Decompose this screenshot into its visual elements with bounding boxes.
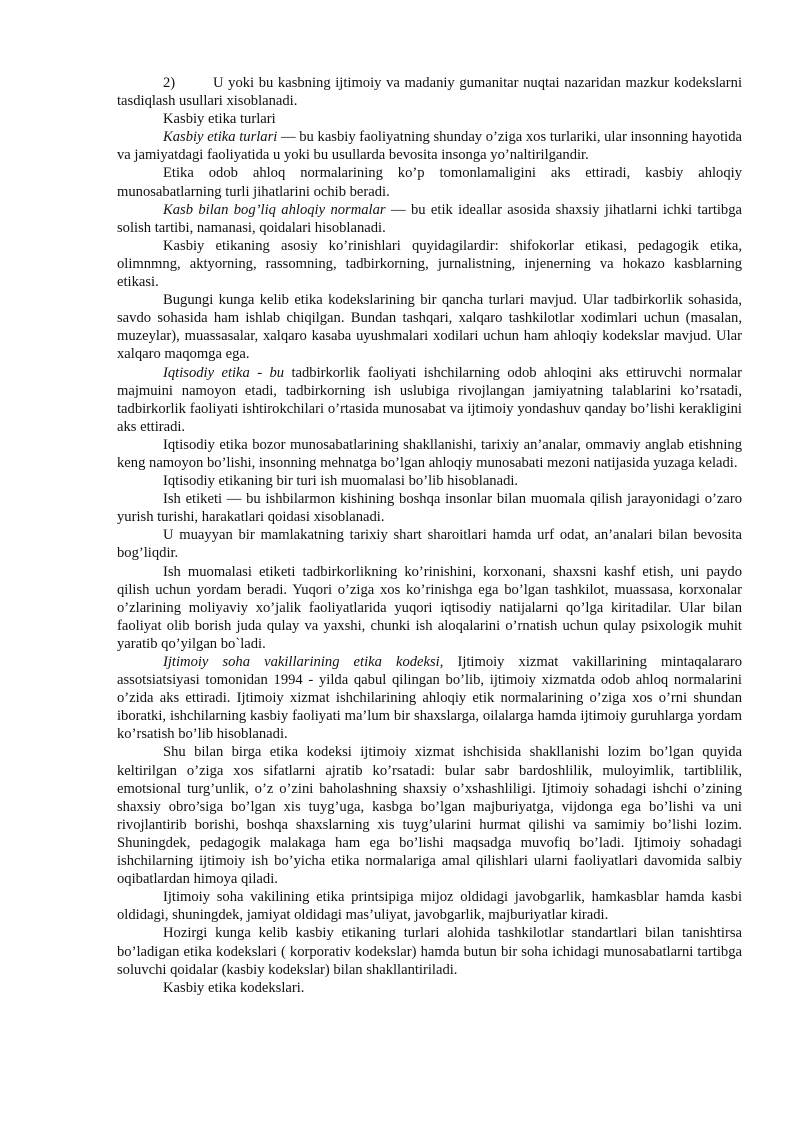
paragraph-text: Kasbiy etika kodekslari. [163,979,305,996]
paragraph-text: Iqtisodiy etika bozor munosabatlarining shakllanishi, tarixiy an’analar, ommaviy anglab etishning keng namoyon bo’lishi, insonning mehnatga bo’lgan ahloqiy munosabati mezoni natijasida yuzaga keladi. [117,436,742,471]
paragraph-text: U yoki bu kasbning ijtimoiy va madaniy gumanitar nuqtai nazaridan mazkur kodekslarni tasdiqlash usullari xisoblanadi. [117,75,742,110]
paragraph-12 [117,526,742,562]
heading-text: Kasbiy etika turlari [163,111,276,128]
paragraph-3 [117,128,742,164]
paragraph-9 [117,436,742,472]
paragraph-13 [117,563,742,653]
italic-lead: Kasb bilan bog’liq ahloqiy normalar [163,201,386,218]
paragraph-text: Shu bilan birga etika kodeksi ijtimoiy xizmat ishchisida shakllanishi lozim bo’lgan quyida keltirilgan o’ziga xos sifatlarni ajratib ko’rsatadi: bular sabr bardoshlilik, muloyimlik, tartiblilik, emotsional turg’unlik, o’z o’zini baholashning shaxsiy o’xshashliligi. Ijtimoiy sohadagi ishchi o’zining shaxsiy obro’siga bo’lgan xis tuyg’uga, kasbga bo’lgan majburiyatga, vijdonga ega bo’lishi va uni rivojlantirib borishi, boshqa shaxslarning xis tuyg’ularini hurmat qilishi va samimiy bo’lishi lozim. Shuningdek, pedagogik malakaga ham ega bo’lishi maqsadga muvofiq bo’ladi. Ijtimoiy sohadagi ishchilarning ijtimoiy ish bo’yicha etika normalariga amal qilishlari ularni faoliyatlari davomida salbiy oqibatlardan himoya qiladi. [117,744,742,888]
paragraph-15 [117,743,742,888]
paragraph-text: Ish muomalasi etiketi tadbirkorlikning ko’rinishini, korxonani, shaxsni kashf etish, uni paydo qilish uchun yordam beradi. Yuqori o’ziga xos ko’rinishga ega bo’lgan tashkilot, muassasa, korxonalar o’zlarining moliyaviy xo’jalik faoliyatlarida yuqori iqtisodiy natijalarni qo’lga kiritadilar. Ular bilan faoliyat olib borish juda qulay va yaxshi, chunki ish aloqalarini o’rnatish uchun qulay psixologik muhit yaratib qo’yilgan bo`ladi. [117,563,742,652]
paragraph-text: Etika odob ahloq normalarining ko’p tomonlamaligini aks ettiradi, kasbiy ahloqiy munosabatlarning turli jihatlarini ochib beradi. [117,165,742,200]
italic-lead: Kasbiy etika turlari [163,129,278,146]
paragraph-5 [117,201,742,237]
paragraph-text: Hozirgi kunga kelib kasbiy etikaning turlari alohida tashkilotlar standartlari bilan tanishtirsa bo’ladigan etika kodekslari ( korporativ kodekslar) hamda butun bir soha ichidagi munosabatlarni tartibga soluvchi qoidalar (kasbiy kodekslar) bilan shakllantiriladi. [117,925,742,978]
paragraph-8 [117,364,742,436]
paragraph-text: Bugungi kunga kelib etika kodekslarining bir qancha turlari mavjud. Ular tadbirkorlik sohasida, savdo sohasida ham ishlab chiqilgan. Bundan tashqari, xalqaro tashkilotlar xodimlari uchun (masalan, muzeylar), muassasalar, xalqaro kasaba uyushmalari xodilari uchun ham ahloqiy kodekslar mavjud. Ular xalqaro maqomga ega. [117,292,742,363]
paragraph-14 [117,653,742,743]
section-heading [117,110,742,128]
paragraph-18 [117,979,742,997]
paragraph-text: Kasbiy etikaning asosiy ko’rinishlari quyidagilardir: shifokorlar etikasi, pedagogik etika, olimnmng, aktyorning, rassomning, tadbirkorning, jurnalistning, injenerning va hokazo kasblarning etikasi. [117,237,742,291]
paragraph-text: Iqtisodiy etikaning bir turi ish muomalasi bo’lib hisoblanadi. [163,473,519,490]
paragraph-17 [117,924,742,978]
paragraph-7 [117,291,742,363]
paragraph-text: Ish etiketi — bu ishbilarmon kishining boshqa insonlar bilan muomala qilish jarayonidagi o’zaro yurish turishi, harakatlari qoidasi xisoblanadi. [117,491,742,526]
paragraph-11 [117,490,742,526]
paragraph-16 [117,888,742,924]
italic-lead: Iqtisodiy etika - bu [163,364,285,381]
paragraph-text: — bu kasbiy faoliyatning shunday o’ziga xos turlariki, ular insonning hayotida va jamiyatdagi faoliyatida u yoki bu usullarda bevosita insonga yo’naltirilgandir. [117,129,742,164]
paragraph-10 [117,472,742,490]
paragraph-4 [117,164,742,200]
list-number: 2) [163,75,176,91]
paragraph-text: — bu etik ideallar asosida shaxsiy jihatlarni ichki tartibga solish tartibi, namanasi, qoidalari hisoblanadi. [117,201,742,236]
paragraph-6 [117,237,742,291]
paragraph-text: tadbirkorlik faoliyati ishchilarning odob ahloqini aks ettiruvchi normalar majmuini namoyon etadi, tadbirkorning ish uslubiga rivojlangan jamiyatning talablarini ko’rsatadi, tadbirkorlik faoliyati ishtirokchilari o’rtasida munosabat va ijtimoiy yondashuv qanday bo’lishi kerakligini aks ettiradi. [117,364,742,435]
paragraph-1 [117,74,742,110]
italic-lead: Ijtimoiy soha vakillarining etika kodeksi, [163,654,444,670]
paragraph-text: U muayyan bir mamlakatning tarixiy shart sharoitlari hamda urf odat, an’analari bilan bevosita bog’liqdir. [117,527,742,562]
document-page [117,74,742,997]
paragraph-text: Ijtimoiy xizmat vakillarining mintaqalararo assotsiatsiyasi tomonidan 1994 - yilda qabul qilingan bo’lib, ijtimoiy xizmatda odob ahloq normalarini o’zida aks ettiradi. Ijtimoiy xizmat ishchilarining ahloqiy etik normalarining o’ziga xos o’rni shundan iboratki, ishchilarning kasbiy faoliyati ma’lum bir shaxslarga, oilalarga hamda ijtimoiy guruhlarga yordam ko’rsatish bo’lib hisoblanadi. [117,654,742,743]
paragraph-text: Ijtimoiy soha vakilining etika printsipiga mijoz oldidagi javobgarlik, hamkasblar hamda kasbi oldidagi, shuningdek, jamiyat oldidagi mas’uliyat, javobgarlik, majburiyatlar kiradi. [117,889,742,924]
